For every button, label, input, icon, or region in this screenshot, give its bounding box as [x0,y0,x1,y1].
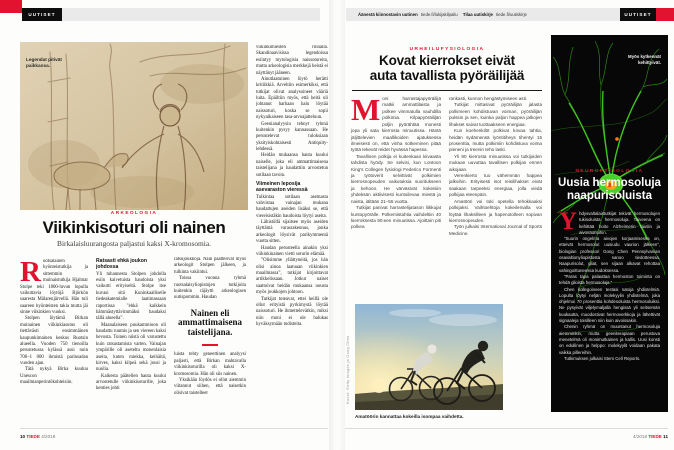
page-footer-right [560,434,668,439]
viking-illustration [20,42,248,210]
paragraph: Kaikesta päätellen hauta kuului arvostetulle viikinkisoturille, joka kenties johti [96,373,166,392]
paragraph: luista tehty geneettinen analyysi paljasti, että Birkan mahtavalla viikinkisoturilla oli kaksi X-kromosomia. Hän oli siis nainen. [174,352,246,377]
column-3-top [174,257,246,302]
cycling-headline [345,54,549,83]
cyclists-photo-art [355,304,503,410]
paragraph-first: Yhdysvaltalaistutkijat tekivät hermosolujen tukisoluista hermosoluja. Toiveena on kehittää hoito Alzheimerin tautiin ja aivovaurioihin. [559,208,660,235]
header-bar-left [62,8,320,21]
page-number: 11 [663,434,668,439]
subhead-leposija: Viimeinen leposija asevaraston vieressä [256,180,308,193]
cycling-headline-rule [352,90,542,91]
dropcap: R [20,259,41,288]
column-3-bottom [174,352,246,397]
issue-number: 4/2018 [632,434,648,439]
paragraph: viikinkimiesten rinnalla. Skandinaavisissa legendoissa esiintyy mytologisia naissotureita, mutta arkeologisia merkkejä heistä ei näyttänyt jääneen. [256,45,328,76]
header-promo [346,12,531,17]
neuron-photo-caption: Myös kytkennät kehittyivät. [628,54,661,65]
paragraph: Verenkierto tuo vähemmän happea jalkoihin. Erityisesti isot reisilihakset eivät saakaan tarpeeksi energiaa, jolla viedä polkijaa eteenpäin. [449,173,542,198]
viking-kicker: ARKEOLOGIA [110,211,158,216]
page-number: 10 [20,434,26,439]
promo-newsletter-link[interactable]: tiede.fi/uutiskirje [496,12,527,17]
viking-headline-block [20,211,248,248]
magazine-name: TIEDE [26,434,40,439]
subhead-ratsasti: Ratsasti ehkä joukon johdossa [96,258,147,270]
promo-vote-link[interactable]: tiede.fi/lukijakilpailu [420,12,458,17]
cycling-headline-line1: Kovat kierrokset eivät [379,53,515,68]
page-gutter [329,0,345,450]
promo-newsletter-label: Tilaa uutiskirje [462,12,493,17]
paragraph-first: Moni harrastajapyöräilijä matkii ammattilaista ja polkee vimmatulla vauhdilla polkimia. Kilpapyöräilijän poljin pyörähtää monesti jopa yli sata kierrosta minuutissa. Häntä jäljittelevien maallikoiden ajatuksessa ilmeisesti on, että vinha sotkeminen pitää työtä tekevät reidet hyvässä hapessa. [351,96,441,153]
cycling-column-b [449,96,542,300]
neuro-panel [551,35,668,412]
paragraph: Amatööri voi toki opetella tehokkaaksi polkijaksi. Vaihtoehtoja kokeilemalla voi löytää lihaksilleen ja hapenotolleen sopivan kierrosnopeuden. [449,198,542,224]
paragraph: Tutkijat panivat harrastelijatason liikkujat kuntopyörälle. Polkemistahtia vaihdeltiin 40 kierroksesta 90:een minuutissa. Ajoittain piti polkea [351,205,441,230]
paragraph: Chen kollegoineen testasi satoja yhdistelmiä. Lopulta löytyi neljän molekyylin yhdistelmä, joka ohjelmoi 70 prosenttia kohdesoluista hermosoluiksi. Ne pysyivät viljelymaljalla hengissä yli seitsemän kuukautta, muodostivat hermoverkkoja ja lähettivät signaaleja toisilleen niin kuin aivoissakin. [559,286,660,324]
column-4-top [256,45,328,179]
cycling-headline-line2: auta tavallista pyöräilijää [369,67,525,83]
viking-column-1 [20,259,88,427]
paragraph: Työn julkaisi International Journal of Sports Medicine. [449,224,542,236]
pull-quote-rule [202,344,218,347]
paragraph: Yksikään löydös ei ollut aiemmin viitannut siihen, että naisetkin olisivat taistelleet [174,377,246,396]
pull-quote: Nainen eli ammattimaisena taistelijana. [178,307,242,338]
paragraph: Tulkintaa sotilaan asemasta vahvistaa vainajan mukana haudattujen aseiden lisäksi se, että viereisistäkin haudoista löytyi aseita. [256,194,328,219]
neuro-headline-line2: naapurisoluista [567,189,652,202]
viking-column-4 [256,45,328,430]
dropcap: M [351,96,381,127]
paragraph: Tavallinen polkija ei kuitenkaan kiivaasta tahdista hyödy. Se selvisi, kun Lontoon King's Collegen fysiologi Federico Formenti ja työtoverit selvittivät polkimien kierrosnopeuden vaikutuksia suoritukseen ja kehoon. He värväsivät kokeisiin yhdeksän aktiivisesti kuntoilevaa miestä ja naista, iältään 21–55 vuotta. [351,153,441,204]
cyclists-photo [355,304,503,410]
cyclists-photo-caption: Amatöörin kannattaa kokeilla isompaa vaihdetta. [355,414,464,419]
red-corner-mark-right [656,8,674,21]
paragraph: Lähistöllä sijaitsee myös aseiden täyttämä varasrakennus, jonka arkeologit löysivät parikymmentä vuotta sitten. [256,220,328,245]
footer-rule-left [20,428,328,429]
section-badge-right: UUTISET [620,8,656,21]
viking-headline: Viikinkisoturi oli nainen [42,218,226,237]
neuro-body [559,208,660,362]
section-badge-left: UUTISET [22,8,62,21]
paragraph: Chenin ryhmä on muuntanut hermosoluja aiemminkin, mutta geeniterapiaan perustuva menetelmä oli monimutkainen ja kallis. Uusi konsti on edullinen ja helppo: molekyylit voidaan pakata vaikka pillereihin. [559,324,660,355]
cycling-kicker: URHEILUFYSIOLOGIA [409,47,485,52]
paragraph: Kun koehenkilöt polkivat kovaa tahtia, heidän sydämensä lyöntitiheys tihentyi 15 prosenttia, mutta polkimiin kohdistuva voima pieneni ja treenin teho laski. [449,128,542,153]
paragraph: Yli 90 kierrosta minuutissa voi tutkijoiden mukaan uuvuttaa tavallisen polkijan ennen aikojaan. [449,153,542,172]
paragraph: Yli tuhannesta Stolpen johdolla esiin kaivetuista haudoista yksi vaikutti erityiseltä. Stolpe itse kuvasi sitä Kuninkaalliselle tiedeakatemialle laatimassaan raportissa ”ehkä kaikkein hämmästyttävimmäksi haudaksi tällä alueella”. [96,271,166,322]
red-corner-mark-left [0,0,22,13]
paragraph: ”Olisimme yllättyneitä, jos hän olisi ainoa laatuaan viikinkien maailmassa”, tutkijat kirjoittavat artikkelissaan. Jotkut naiset saattoivat heidän mukaansa nousta myös joukkojen johtoon. [256,258,328,296]
magazine-name: TIEDE [648,434,662,439]
paragraph: Heidän mukaansa hauta kuului naiselle, joka eli ammattimaisena taistelijana ja haudattiin arvostetun sotilaan tavoin. [256,153,328,178]
column-4-bottom [256,195,328,329]
paragraph: Ainutlaatuinen löytö herätti kritiikkiä. Arveltiin esimerkiksi, että tutkijat olivat analysoineet vääriä luita. Epäiltiin myös, että heitä oli johtanut harhaan halu löytää naissoturi, koska se sopii nykyaikaiseen tasa-arvoajatteluun. [256,76,328,121]
issue-number: 4/2018 [41,434,56,439]
page-footer-left [20,434,55,439]
neuro-headline [551,177,668,203]
illustration-caption: Legendat pitivät paikkansa. [26,57,62,68]
paragraph: ”Paras tapa palauttaa hermoston toiminta on tehdä glioista hermosoluja.” [559,273,660,286]
dropcap: Y [559,208,578,235]
paragraph: Tätä nykyä Birka kuuluu Unescon maailmanperintökohteisiin. [20,367,88,386]
paragraph: Geenianalyysin tehnyt ryhmä kuitenkin pysyy kannassaan. He perustelevat tuloksiaan yksityiskohtaisesti Antiquity-lehdessä. [256,121,328,152]
viking-column-3 [174,257,246,429]
paragraph: rankasti, kunnon hengästymiseen asti. [449,96,528,101]
paragraph: Tutkimuksen julkaisi Stem Cell Reports. [564,355,641,361]
paragraph: Tutkijat mittasivat pyöräilijän jalasta polkimeen kohdistuvan voiman, pyöräilijän pulssin ja sen, kuinka paljon happea jalkojen lihakset saivat tuottaakseen energiaa. [449,102,542,127]
paragraph: Maanalaiseen puukammioon oli haudattu ruumis ja sen viereen kaksi hevosta. Toinen niistä oli varustettu kuin ratsastamista varten. Vainajan ympärille oli aseteltu monenlaisia aseita, kuten miekka, keihäitä, kirves, kaksi kilpeä sekä jousi ja nuolia. [96,322,166,373]
neuro-kicker: NEUROFYSIOLOGIA [575,169,644,174]
cycling-column-a [351,96,441,300]
paragraph: Stolpen löytämä Birkan muinainen viikinkiasutus oli tiettävästi ensimmäinen kaupunkimainen keskus Ruotsin alueella. Vuoden 750 tienoilla perustetussa kylässä asui noin 700–1 000 ihmistä parinsadan vuoden ajan. [20,316,88,366]
paragraph: Toissa vuonna ryhmä ruotsalaisyliopistojen tutkijoita kuitenkin räjäytti arkeologisen uutispommin. Haudan [174,276,246,301]
column-2-text [96,272,166,393]
photo-credit: Kuvat: Getty Images ja Gong Chen [346,335,350,404]
viking-standfirst: Birkalaisluurangosta paljastui kaksi X-kromosomia. [57,239,211,248]
footer-rule-right [345,428,668,429]
paragraph: ”Suurin ongelma aivojen korjaamisessa on, etteivät hermosolut uusiudu vaurion jälkeen”, biologian professori Gong Chen Pennsylvanian osavaltionyliopistosta sanoo tiedotteessa. Naapurisolut, gliat, sen sijaan alkavat rehottaa vahingoittuneessa kudoksessa. [559,236,660,273]
paragraph-first: Ruotsalainen hyönteistutkija ja sittemmin muinaistutkija Hjalmar Stolpe teki 1800-luvun lopulla vaikuttavia löytöjä Björkön saaresta Mälarenjärvellä. Hän tuli saareen hyönteisten takia mutta jäi sinne viikinkien vuoksi. [20,259,88,315]
paragraph: ratsujoukkoja. Näin päättelivät myös arkeologit Stolpen jälkeen, ja tulkinta vakiintui. [174,257,246,275]
neuro-headline-line1: Uusia hermosoluja [558,177,661,189]
paragraph: Tutkijat toteavat, ettei heillä ole ollut erityistä pyrkimystä löytää naissoturi. He ihmettelevätkin, miksi niin moni ei ole halukas hyväksymään todisteita. [256,296,328,328]
viking-column-2 [96,257,166,429]
header-bar-right [346,8,620,21]
promo-vote-label: Äänestä kiinnostavin uutinen [358,12,418,17]
paragraph: Haudan perusteella ainakin yksi viikinkinainen vietti soturin elämää. [256,245,328,257]
